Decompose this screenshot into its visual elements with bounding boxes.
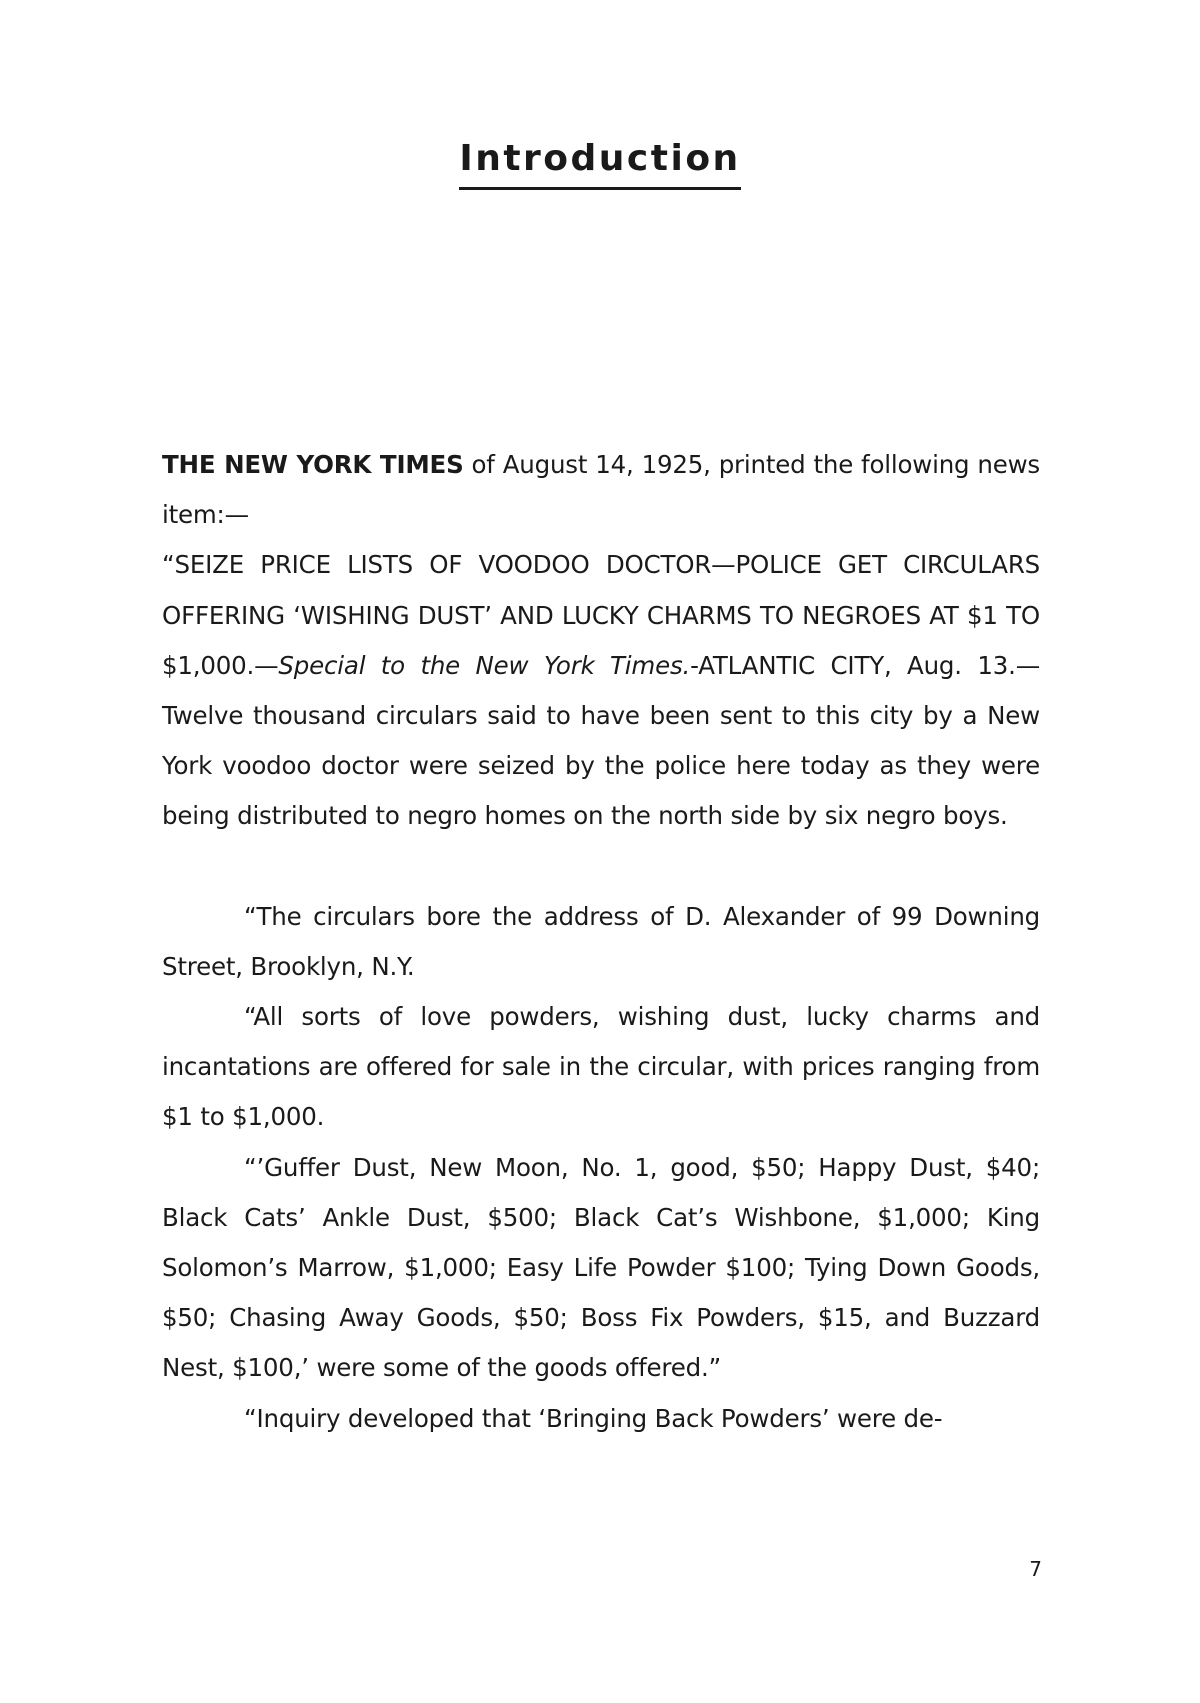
paragraph-4: “All sorts of love powders, wishing dust, lucky charms and incantations are offered for sale in the circular, with prices ranging from $1 to $1,000.	[162, 1002, 1040, 1132]
paragraph-1-text: of August 14, 1925, printed the following news item:—	[162, 450, 1040, 530]
body-text	[162, 440, 1040, 1444]
chapter-title	[0, 135, 1200, 190]
paragraph-2-text: -ATLANTIC CITY, Aug. 13.—Twelve thousand circulars said to have been sent to this city by a New York voodoo doctor were seized by the police here today as they were being distributed to negro homes on the north side by six negro boys.	[162, 650, 1040, 831]
paragraph-3: “The circulars bore the address of D. Alexander of 99 Downing Street, Brooklyn, N.Y.	[162, 901, 1040, 981]
newspaper-name: THE NEW YORK TIMES	[162, 450, 464, 479]
paragraph-5: “’Guffer Dust, New Moon, No. 1, good, $50; Happy Dust, $40; Black Cats’ Ankle Dust, $500; Black Cat’s Wishbone, $1,000; King Solomon’s Marrow, $1,000; Easy Life Powder $100; Tying Down Goods, $50; Chasing Away Goods, $50; Boss Fix Powders, $15, and Buzzard Nest, $100,’ were some of the goods offered.”	[162, 1152, 1040, 1383]
paragraph-6: “Inquiry developed that ‘Bringing Back Powders’ were de-	[244, 1403, 943, 1433]
chapter-title-text: Introduction	[459, 135, 740, 190]
paragraph-1	[162, 440, 1040, 540]
paragraph-2	[162, 540, 1040, 841]
headline-text: “SEIZE PRICE LISTS OF VOODOO DOCTOR—POLICE GET CIRCULARS OFFERING ‘WISHING DUST’ AND LUCKY CHARMS TO NEGROES AT $1 TO $1,000.—	[162, 550, 1040, 680]
dateline-italic: Special to the New York Times.	[278, 650, 691, 680]
page-number: 7	[1029, 1557, 1042, 1581]
